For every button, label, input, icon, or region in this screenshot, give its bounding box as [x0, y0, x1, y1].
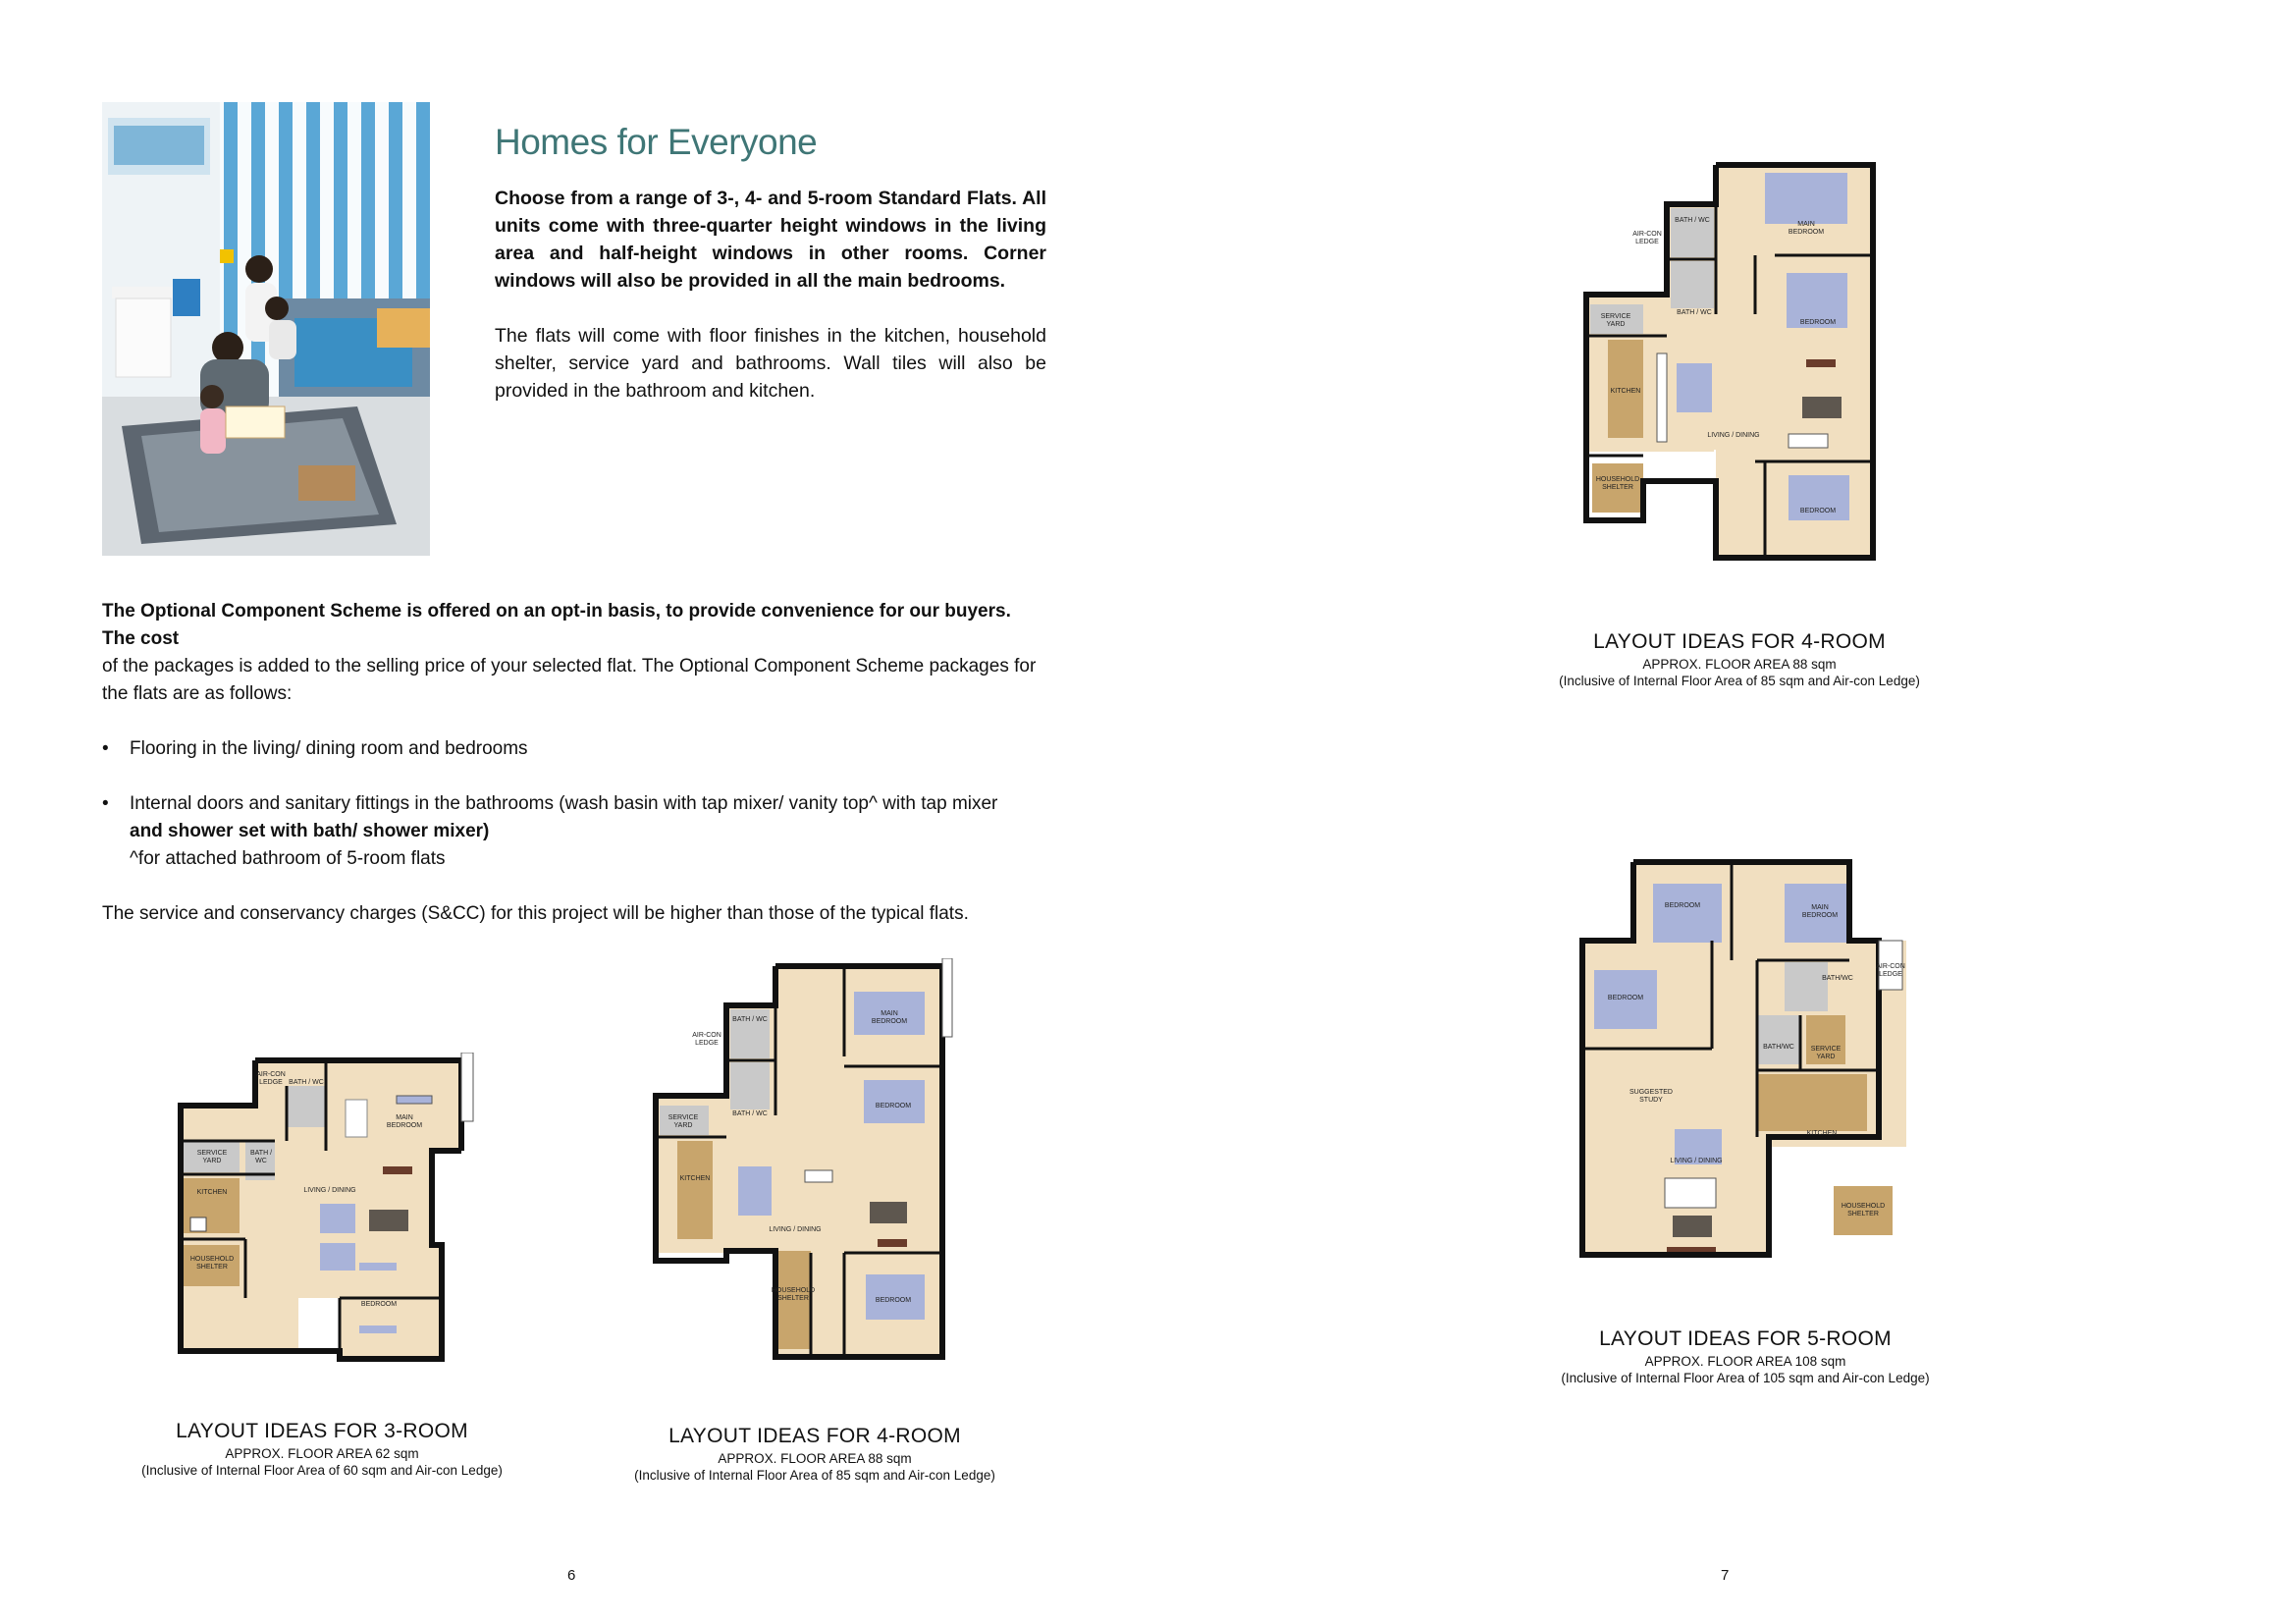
svg-text:LEDGE: LEDGE	[259, 1079, 283, 1086]
page-title: Homes for Everyone	[495, 122, 818, 162]
svg-text:YARD: YARD	[1816, 1054, 1836, 1060]
svg-text:BATH / WC: BATH / WC	[289, 1079, 324, 1086]
svg-text:LIVING / DINING: LIVING / DINING	[1670, 1158, 1723, 1164]
svg-text:BATH/WC: BATH/WC	[1763, 1044, 1794, 1051]
svg-text:BEDROOM: BEDROOM	[875, 1103, 912, 1109]
layout-title: LAYOUT IDEAS FOR 4-ROOM	[1593, 630, 1886, 653]
layout-note: (Inclusive of Internal Floor Area of 85 sqm and Air-con Ledge)	[634, 1468, 995, 1483]
layout-caption-3-room	[126, 1420, 518, 1478]
floorplan-5-room	[1575, 842, 1908, 1269]
svg-text:BEDROOM: BEDROOM	[871, 1018, 908, 1025]
svg-text:STUDY: STUDY	[1639, 1097, 1663, 1104]
bullet-text-bold: and shower set with bath/ shower mixer)	[130, 821, 490, 841]
layout-caption-4-room-right	[1543, 630, 1936, 688]
svg-text:BATH /: BATH /	[249, 1150, 273, 1157]
svg-text:AIR-CON: AIR-CON	[1632, 231, 1662, 238]
svg-text:BEDROOM: BEDROOM	[875, 1297, 912, 1304]
svg-text:AIR-CON: AIR-CON	[692, 1032, 721, 1039]
svg-text:LIVING / DINING: LIVING / DINING	[769, 1226, 822, 1233]
intro-paragraph: The flats will come with floor finishes in the kitchen, household shelter, service yard and bathrooms. Wall tiles will also be provided in the bathroom and kitchen.	[495, 325, 1046, 402]
svg-text:HOUSEHOLD: HOUSEHOLD	[1841, 1203, 1886, 1210]
svg-text:SERVICE: SERVICE	[1810, 1046, 1842, 1053]
intro-text	[495, 185, 1046, 432]
floorplan-4-room-left	[648, 958, 954, 1365]
svg-text:MAIN: MAIN	[881, 1010, 898, 1017]
intro-paragraph: Choose from a range of 3-, 4- and 5-room Standard Flats. All units come with three-quarter height windows in the living area and half-height windows in other rooms. Corner windows will also be provided in all the main bedrooms.	[495, 188, 1046, 292]
svg-text:BEDROOM: BEDROOM	[360, 1301, 398, 1308]
layout-title: LAYOUT IDEAS FOR 3-ROOM	[176, 1420, 468, 1442]
layout-area: APPROX. FLOOR AREA 88 sqm	[1642, 657, 1837, 672]
svg-text:BEDROOM: BEDROOM	[386, 1122, 423, 1129]
svg-text:KITCHEN: KITCHEN	[679, 1175, 711, 1182]
svg-text:KITCHEN: KITCHEN	[1610, 388, 1641, 395]
svg-text:SHELTER: SHELTER	[777, 1295, 809, 1302]
bullet-icon: •	[102, 738, 109, 759]
layout-title: LAYOUT IDEAS FOR 4-ROOM	[668, 1425, 961, 1447]
optional-component-scheme	[102, 598, 1046, 928]
svg-text:BATH / WC: BATH / WC	[732, 1016, 768, 1023]
svg-text:BEDROOM: BEDROOM	[1799, 319, 1837, 326]
bullet-icon: •	[102, 793, 109, 814]
ocs-bullet-list	[102, 735, 1046, 873]
svg-text:SUGGESTED: SUGGESTED	[1629, 1089, 1673, 1096]
svg-text:SERVICE: SERVICE	[196, 1150, 228, 1157]
list-item	[102, 735, 1046, 763]
svg-text:BEDROOM: BEDROOM	[1801, 912, 1839, 919]
floorplan-4-room-right	[1578, 157, 1895, 569]
scc-note: The service and conservancy charges (S&CC) for this project will be higher than those of the typical flats.	[102, 903, 969, 924]
svg-text:YARD: YARD	[202, 1158, 222, 1164]
svg-text:MAIN: MAIN	[396, 1114, 413, 1121]
layout-note: (Inclusive of Internal Floor Area of 85 sqm and Air-con Ledge)	[1559, 674, 1920, 688]
svg-text:SHELTER: SHELTER	[1847, 1211, 1879, 1217]
svg-text:BATH / WC: BATH / WC	[1677, 309, 1712, 316]
svg-text:SERVICE: SERVICE	[667, 1114, 699, 1121]
layout-title: LAYOUT IDEAS FOR 5-ROOM	[1599, 1327, 1892, 1350]
floorplan-3-room	[173, 1053, 487, 1371]
bullet-note: ^for attached bathroom of 5-room flats	[130, 848, 446, 869]
svg-text:HOUSEHOLD: HOUSEHOLD	[189, 1256, 235, 1263]
svg-text:KITCHEN: KITCHEN	[196, 1189, 228, 1196]
svg-text:BATH / WC: BATH / WC	[732, 1110, 768, 1117]
svg-text:BATH/WC: BATH/WC	[1822, 975, 1853, 982]
svg-text:HOUSEHOLD: HOUSEHOLD	[1595, 476, 1640, 483]
layout-caption-4-room-left	[618, 1425, 1011, 1483]
layout-area: APPROX. FLOOR AREA 108 sqm	[1644, 1354, 1846, 1369]
svg-text:BEDROOM: BEDROOM	[1788, 229, 1825, 236]
svg-text:YARD: YARD	[673, 1122, 693, 1129]
page-number-right: 7	[1721, 1567, 1730, 1584]
svg-text:MAIN: MAIN	[1797, 221, 1815, 228]
svg-text:BATH / WC: BATH / WC	[1675, 217, 1710, 224]
svg-text:LEDGE: LEDGE	[1879, 971, 1902, 978]
svg-text:LEDGE: LEDGE	[1635, 239, 1659, 245]
family-bedroom-photo	[102, 102, 430, 556]
layout-area: APPROX. FLOOR AREA 88 sqm	[718, 1451, 912, 1466]
svg-text:SERVICE: SERVICE	[1600, 313, 1631, 320]
svg-text:BEDROOM: BEDROOM	[1664, 902, 1701, 909]
layout-area: APPROX. FLOOR AREA 62 sqm	[225, 1446, 419, 1461]
svg-text:HOUSEHOLD: HOUSEHOLD	[771, 1287, 816, 1294]
bullet-text: Flooring in the living/ dining room and bedrooms	[130, 738, 528, 759]
list-item	[102, 790, 1046, 873]
page-number-left: 6	[567, 1567, 576, 1584]
svg-text:BEDROOM: BEDROOM	[1607, 995, 1644, 1001]
svg-text:LIVING / DINING: LIVING / DINING	[303, 1187, 356, 1194]
layout-caption-5-room	[1539, 1327, 1951, 1385]
svg-text:AIR-CON: AIR-CON	[256, 1071, 286, 1078]
layout-note: (Inclusive of Internal Floor Area of 105 sqm and Air-con Ledge)	[1561, 1371, 1930, 1385]
svg-text:SHELTER: SHELTER	[1602, 484, 1633, 491]
svg-text:LEDGE: LEDGE	[695, 1040, 719, 1047]
svg-text:SHELTER: SHELTER	[196, 1264, 228, 1271]
layout-note: (Inclusive of Internal Floor Area of 60 sqm and Air-con Ledge)	[141, 1463, 503, 1478]
svg-text:KITCHEN: KITCHEN	[1806, 1130, 1838, 1137]
svg-text:MAIN: MAIN	[1811, 904, 1829, 911]
svg-text:WC: WC	[255, 1158, 267, 1164]
ocs-lead-bold: The Optional Component Scheme is offered on an opt-in basis, to provide convenience for our buyers. The cost	[102, 601, 1011, 649]
svg-text:LIVING / DINING: LIVING / DINING	[1707, 432, 1760, 439]
svg-text:YARD: YARD	[1606, 321, 1626, 328]
svg-text:AIR-CON: AIR-CON	[1876, 963, 1905, 970]
svg-text:BEDROOM: BEDROOM	[1799, 508, 1837, 514]
ocs-lead-rest: of the packages is added to the selling price of your selected flat. The Optional Component Scheme packages for the flats are as follows:	[102, 656, 1037, 704]
bullet-text: Internal doors and sanitary fittings in the bathrooms (wash basin with tap mixer/ vanity top^ with tap mixer	[130, 793, 998, 814]
